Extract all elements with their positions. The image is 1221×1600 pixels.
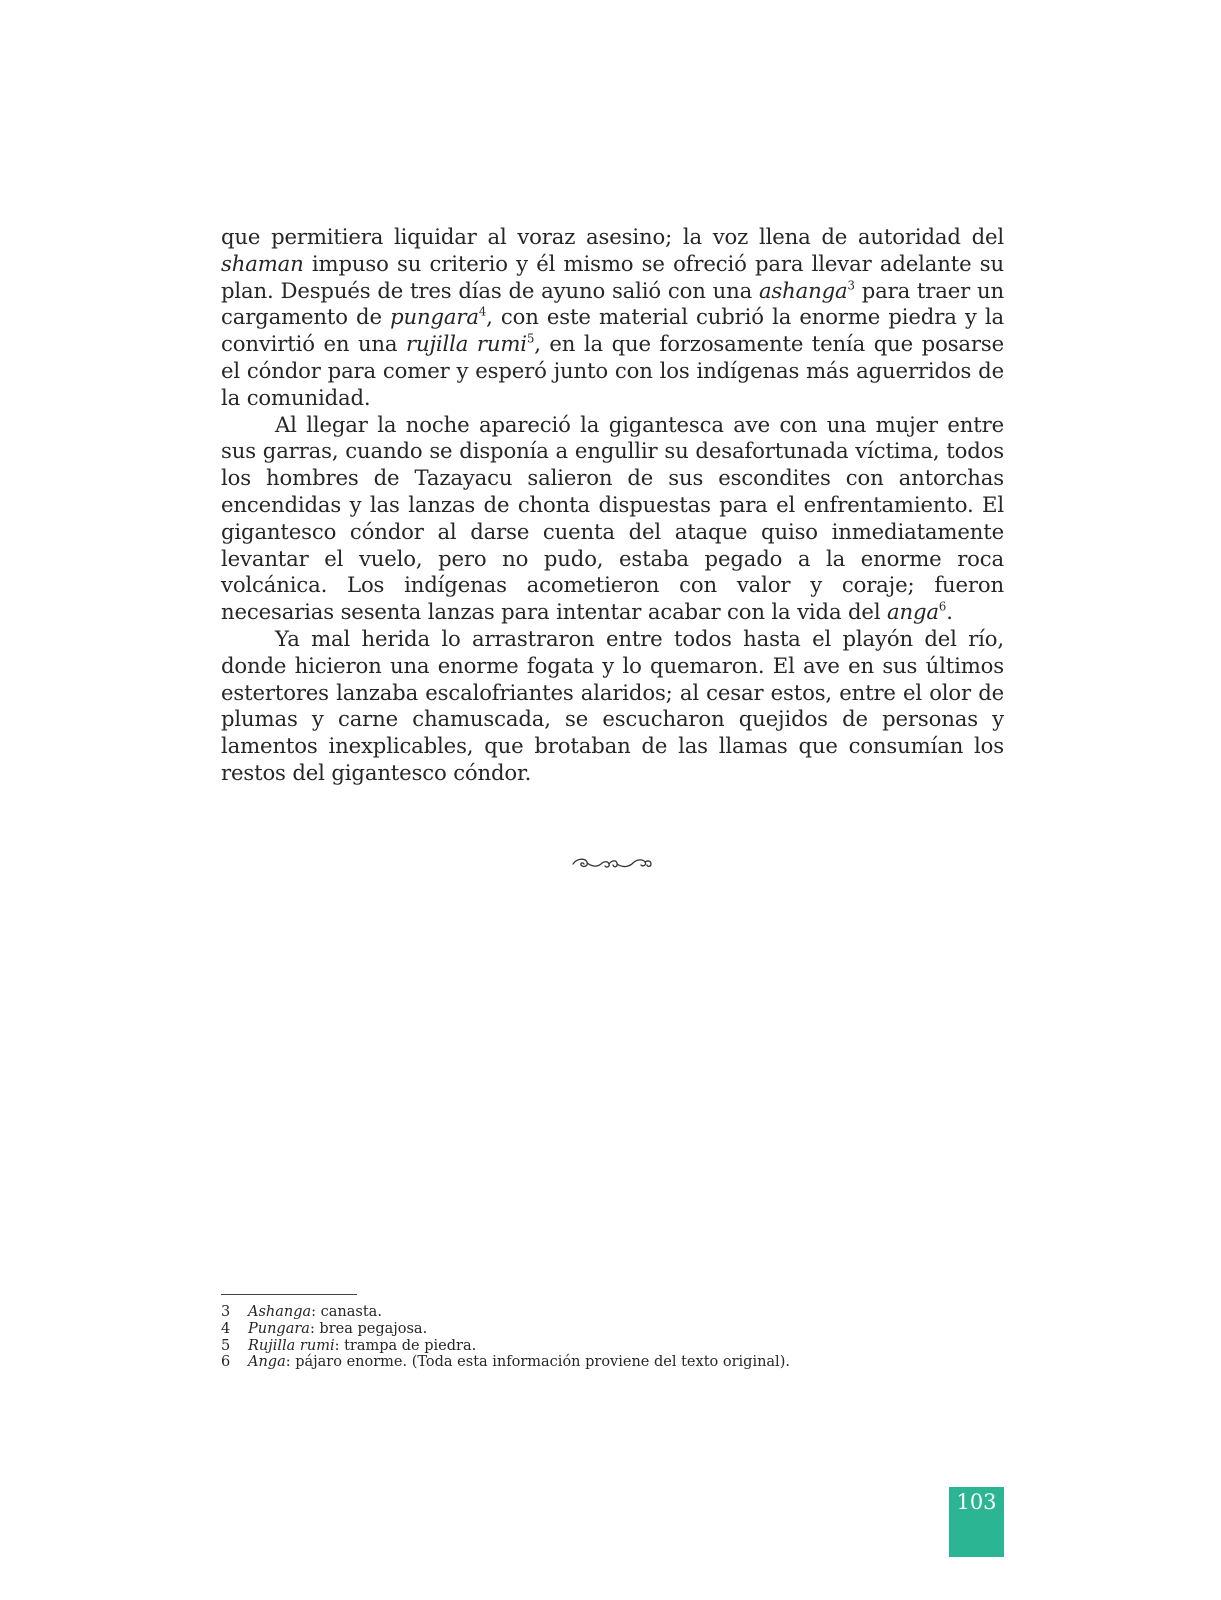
- text-run: Al llegar la noche apareció la gigantesca ave con una mujer entre sus garras, cuando se disponía a engullir su desafortunada víctima, todos los hombres de Tazayacu salieron de sus escondites con antorchas encendidas y las lanzas de chonta dispuestas para el enfrentamiento. El gigantesco cóndor al darse cuenta del ataque quiso inmediatamente levantar el vuelo, pero no pudo, estaba pegado a la enorme roca volcánica. Los indígenas acometieron con valor y coraje; fueron necesarias sesenta lanzas para intentar acabar con la vida del: [221, 411, 1004, 625]
- body-text: [221, 224, 1004, 787]
- footnote-ref: 3: [847, 277, 855, 292]
- paragraph: [221, 626, 1004, 787]
- footnote: [221, 1304, 1001, 1321]
- footnote-text: : canasta.: [311, 1304, 382, 1320]
- text-run: , con este material cubrió la enorme piedra y la convirtió en una: [221, 304, 1004, 357]
- text-run: que permitiera liquidar al voraz asesino; la voz llena de autoridad del: [221, 224, 1004, 249]
- footnote-term: Rujilla rumi: [248, 1337, 335, 1354]
- page-number-box: [949, 1487, 1004, 1557]
- footnote-text: : pájaro enorme. (Toda esta información proviene del texto original).: [285, 1354, 790, 1371]
- footnotes: [221, 1304, 1001, 1371]
- footnote: [221, 1338, 1001, 1355]
- italic-term: shaman: [221, 250, 304, 276]
- footnote-ref: 4: [478, 304, 487, 319]
- text-run: , en la que forzosamente tenía que posarse el cóndor para comer y esperó junto con los indígenas más aguerridos de la comunidad.: [221, 331, 1004, 410]
- text-run: impuso su criterio y él mismo se ofreció para llevar adelante su plan. Después de tres días de ayuno salió con una: [221, 250, 1004, 303]
- italic-term: anga: [887, 599, 939, 625]
- footnote-number: 5: [221, 1337, 231, 1354]
- footnote-ref: 6: [938, 599, 947, 614]
- footnote-text: : brea pegajosa.: [309, 1320, 428, 1337]
- footnote-number: 3: [221, 1304, 231, 1320]
- text-run: .: [946, 599, 953, 625]
- footnote-divider: [221, 1294, 357, 1295]
- footnote-text: : trampa de piedra.: [334, 1337, 477, 1354]
- italic-term: pungara: [390, 304, 479, 330]
- text-run: para traer un cargamento de: [221, 277, 1004, 330]
- footnote-ref: 5: [526, 331, 535, 346]
- paragraph: [221, 412, 1004, 626]
- footnote-number: 4: [221, 1320, 231, 1337]
- italic-term: rujilla rumi: [406, 331, 527, 357]
- page-number: 103: [956, 1490, 997, 1514]
- footnote-term: Ashanga: [248, 1304, 312, 1320]
- italic-term: ashanga: [758, 277, 848, 303]
- text-run: Ya mal herida lo arrastraron entre todos hasta el playón del río, donde hicieron una enorme fogata y lo quemaron. El ave en sus últimos estertores lanzaba escalofriantes alaridos; al cesar estos, entre el olor de plumas y carne chamuscada, se escucharon quejidos de personas y lamentos inexplicables, que brotaban de las llamas que consumían los restos del gigantesco cóndor.: [221, 625, 1004, 785]
- flourish-ornament-icon: [571, 854, 653, 874]
- paragraph: [221, 224, 1004, 412]
- footnote-term: Anga: [248, 1354, 286, 1371]
- footnote: [221, 1354, 1001, 1371]
- footnote-number: 6: [221, 1354, 231, 1371]
- footnote: [221, 1321, 1001, 1338]
- footnote-term: Pungara: [248, 1320, 310, 1337]
